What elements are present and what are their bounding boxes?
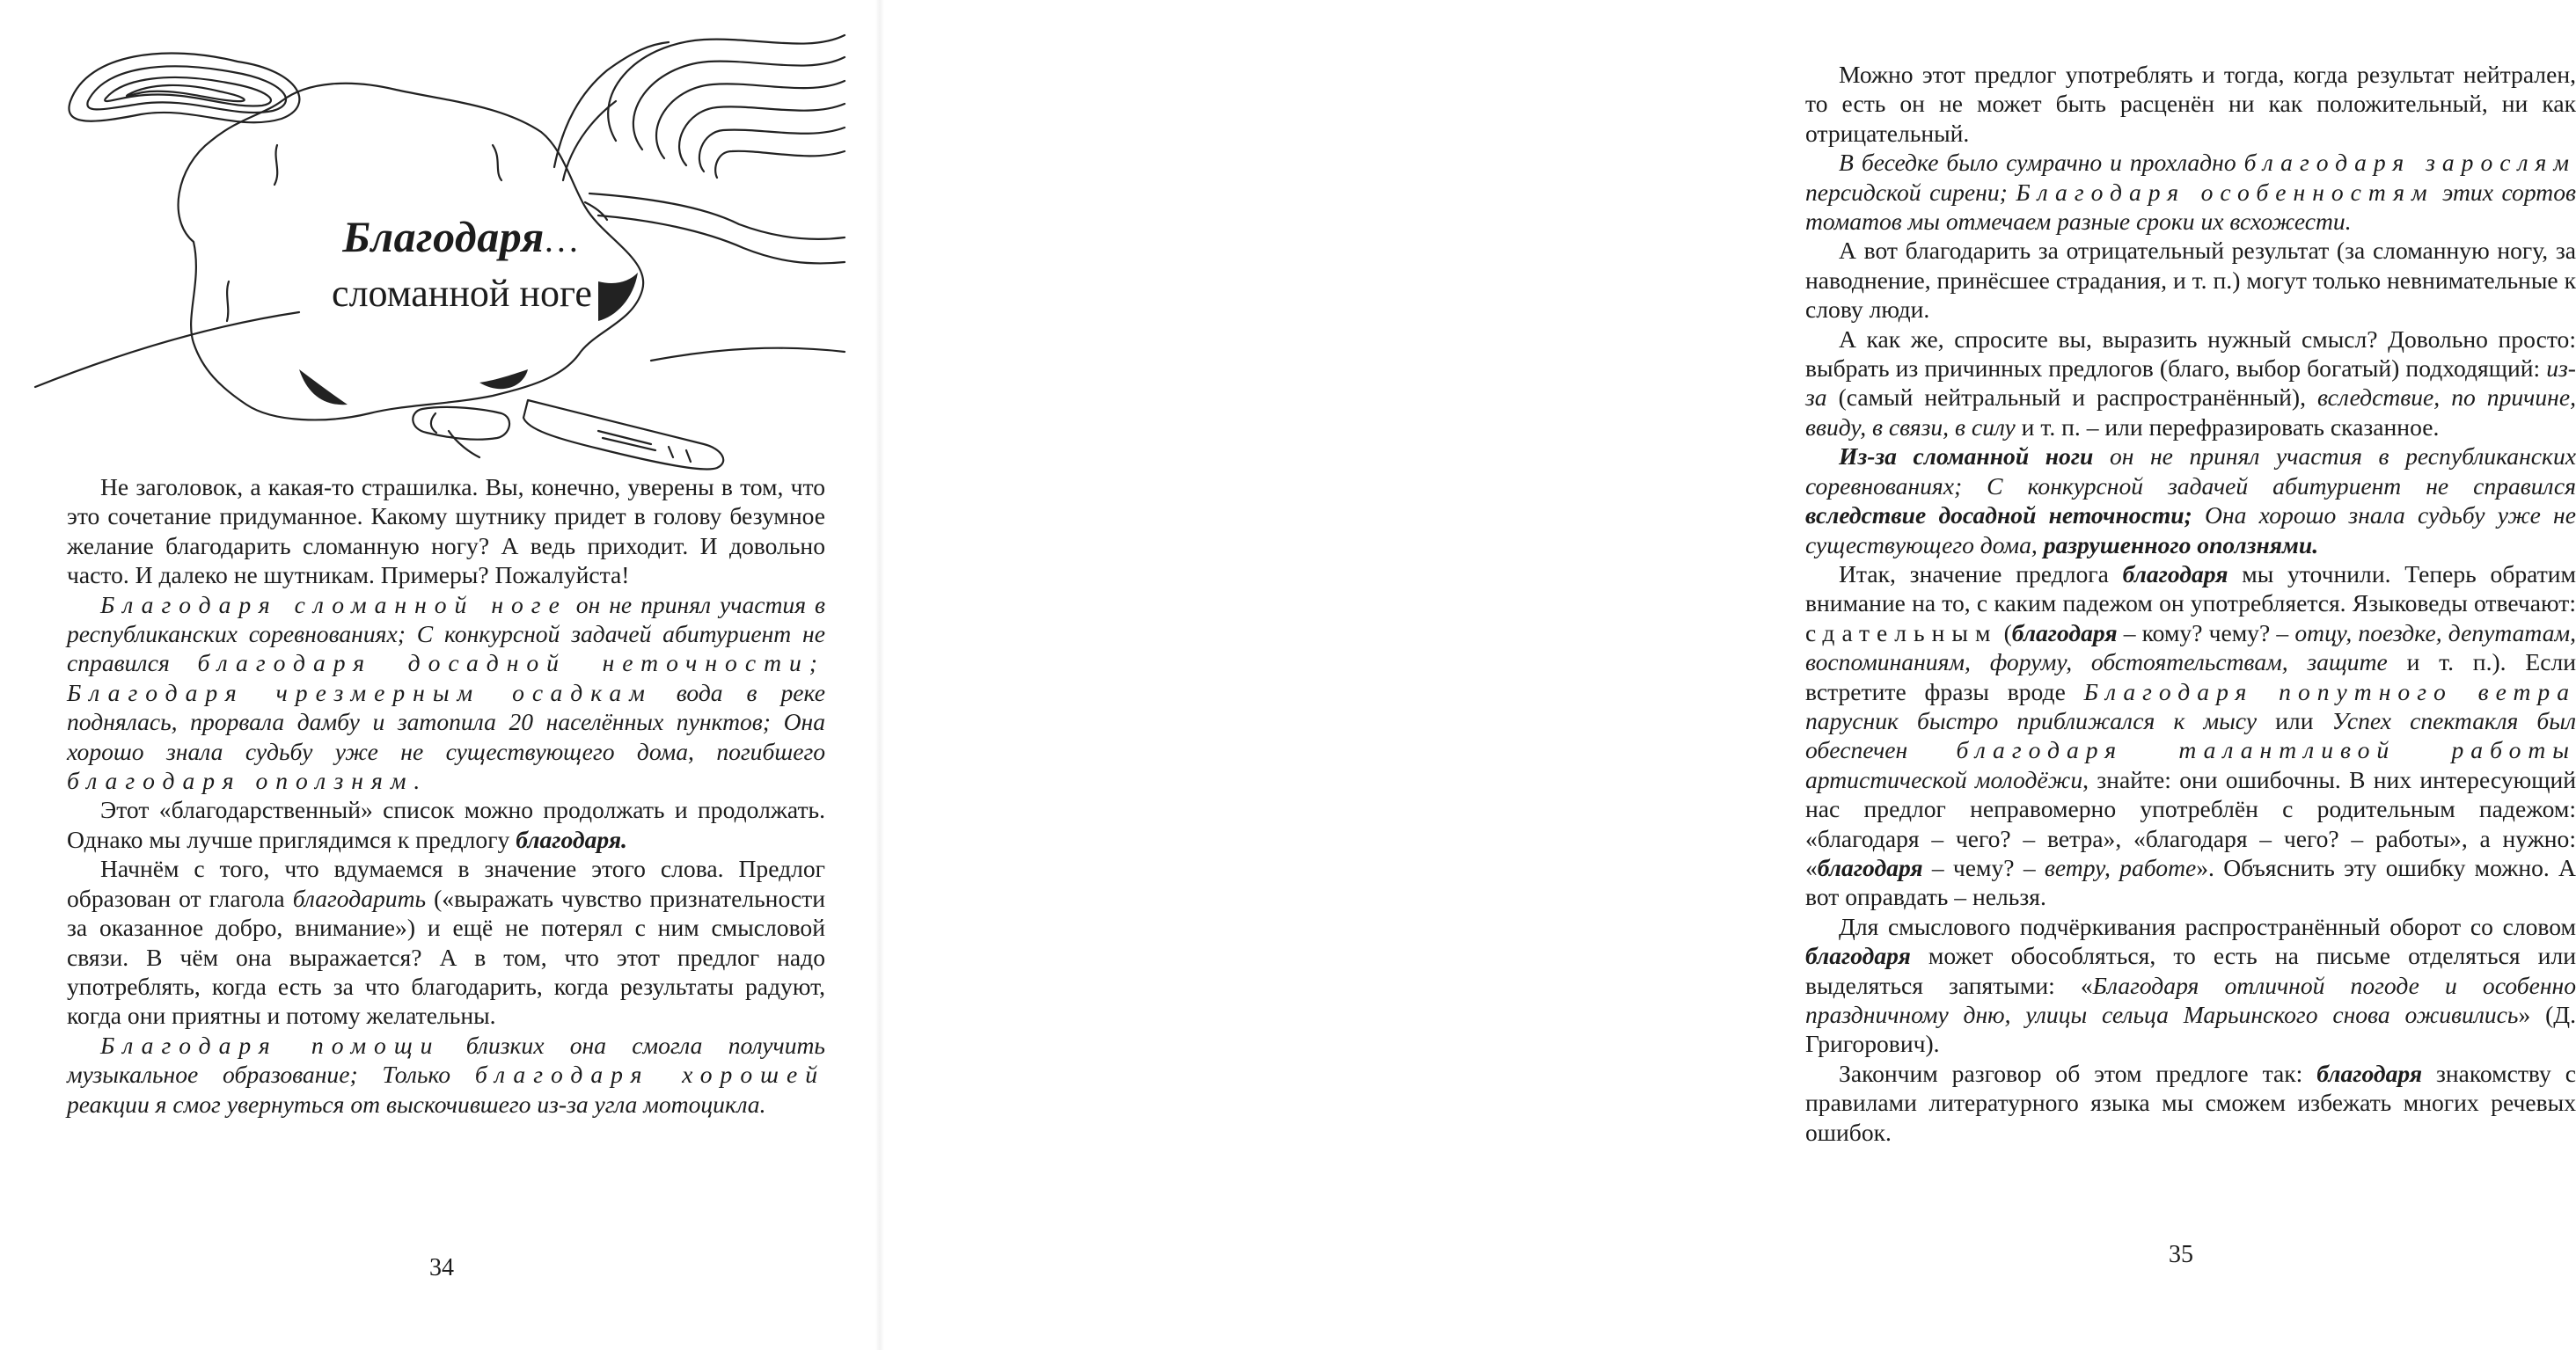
pen-cap-icon bbox=[413, 407, 509, 457]
paragraph: Не заголовок, а какая-то страшилка. Вы, конечно, уверены в том, что это сочетание придуманное. Какому шутнику придет в голову безумное желание благодарить сломанную ногу? А ведь приходит. И довольно часто. И далеко не шутникам. Примеры? Пожалуйста! bbox=[67, 473, 825, 589]
example-paragraph: Из-за сломанной ноги он не принял участия в республиканских соревнованиях; С конкурсной задачей абитуриент не справился вследствие досадной неточности; Она хорошо знала судьбу уже не существующего дома, разрушенного оползнями. bbox=[1805, 442, 2576, 558]
paragraph: А как же, спросите вы, выразить нужный смысл? Довольно просто: выбрать из причинных предлогов (благо, выбор богатый) подходящий: из-за (самый нейтральный и распространённый), вследствие, по причине, ввиду, в связи, в силу и т. п. – или перефразировать сказанное. bbox=[1805, 325, 2576, 441]
paragraph: Итак, значение предлога благодаря мы уточнили. Теперь обратим внимание на то, с каким падежом он употребляется. Языковеды отвечают: с дательным (благодаря – кому? чему? – отцу, поездке, депутатам, воспоминаниям, форуму, обстоятельствам, защите и т. п.). Если встретите фразы вроде Благодаря попутного ветра парусник быстро приближался к мысу или Успех спектакля был обеспечен благодаря талантливой работы артистической молодёжи, знайте: они ошибочны. В них интересующий нас предлог неправомерно употреблён с родительным падежом: «благодаря – чего? – ветра», «благодаря – чего? – работы», а нужно: «благодаря – чему? – ветру, работе». Объяснить эту ошибку можно. А вот оправдать – нельзя. bbox=[1805, 559, 2576, 911]
title-subtitle: сломанной ноге bbox=[332, 272, 592, 315]
left-page-text bbox=[67, 472, 825, 1119]
paragraph: Для смыслового подчёркивания распространённый оборот со словом благодаря может обособляться, то есть на письме отделяться или выделяться запятыми: «Благодаря отличной погоде и особенно праздничному дню, улицы сельца Марьинского снова оживились» (Д. Григорович). bbox=[1805, 912, 2576, 1058]
right-page-text bbox=[1805, 60, 2576, 1147]
title-heading: Благодаря... bbox=[342, 212, 582, 261]
right-page bbox=[880, 0, 2576, 1350]
paragraph: Этот «благодарственный» список можно продолжать и продолжать. Однако мы лучше приглядимся к предлогу благодаря. bbox=[67, 796, 825, 853]
paragraph: Начнём с того, что вдумаемся в значение этого слова. Предлог образован от глагола благодарить («выражать чувство признательности за оказанное добро, внимание») и ещё не потерял с ним смысловой связи. В чём она выражается? А в том, что этот предлог надо употреблять, когда есть за что благодарить, когда результаты радуют, когда они приятны и потому желательны. bbox=[67, 855, 825, 1030]
cloud-scribble-icon bbox=[69, 53, 299, 122]
pen-icon bbox=[523, 400, 723, 469]
example-paragraph: Благодаря помощи близких она смогла получить музыкальное образование; Только благодаря хорошей реакции я смог увернуться от выскочившего из-за угла мотоцикла. bbox=[67, 1031, 826, 1118]
chapter-title bbox=[264, 209, 660, 318]
paragraph: Можно этот предлог употреблять и тогда, когда результат нейтрален, то есть он не может быть расценён ни как положительный, ни как отрицательный. bbox=[1805, 61, 2576, 147]
paragraph: Закончим разговор об этом предлоге так: благодаря знакомству с правилами литературного языка мы сможем избежать многих речевых ошибок. bbox=[1805, 1059, 2576, 1146]
page-number: 35 bbox=[2169, 1241, 2193, 1268]
paragraph: А вот благодарить за отрицательный результат (за сломанную ногу, за наводнение, принёсшее страдания, и т. п.) могут только невнимательные к слову люди. bbox=[1805, 237, 2576, 324]
page-number: 34 bbox=[429, 1254, 454, 1281]
left-page bbox=[0, 0, 880, 1350]
example-paragraph: В беседке было сумрачно и прохладно благодаря зарослям персидской сирени; Благодаря особенностям этих сортов томатов мы отмечаем разные сроки их всхожести. bbox=[1805, 149, 2576, 236]
example-paragraph: Благодаря сломанной ноге он не принял участия в республиканских соревнованиях; С конкурсной задачей абитуриент не справился благодаря досадной неточности; Благодаря чрезмерным осадкам вода в реке поднялась, прорвала дамбу и затопила 20 населённых пунктов; Она хорошо знала судьбу уже не существующего дома, погибшего благодаря оползням. bbox=[67, 590, 825, 795]
ground-arc bbox=[35, 312, 299, 387]
